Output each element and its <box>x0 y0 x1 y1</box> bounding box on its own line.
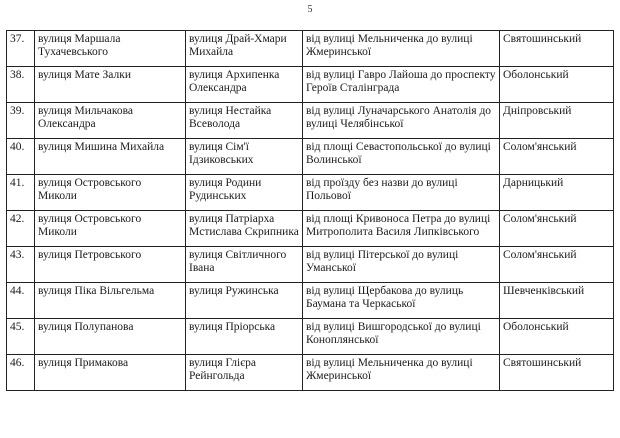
table-row <box>7 211 614 247</box>
street-section: від вулиці Гавро Лайоша до проспекту Героїв Сталінграда <box>303 67 500 103</box>
street-section: від вулиці Щербакова до вулиць Баумана та Черкаської <box>303 283 500 319</box>
new-street-name: вулиця Сім'ї Ідзиковських <box>186 139 303 175</box>
new-street-name: вулиця Патріарха Мстислава Скрипника <box>186 211 303 247</box>
row-number: 43. <box>7 247 35 283</box>
old-street-name: вулиця Островського Миколи <box>35 211 186 247</box>
district: Дніпровський <box>500 103 614 139</box>
old-street-name: вулиця Мишина Михайла <box>35 139 186 175</box>
table-row <box>7 283 614 319</box>
row-number: 40. <box>7 139 35 175</box>
street-section: від вулиці Мельниченка до вулиці Жмеринської <box>303 31 500 67</box>
new-street-name: вулиця Глієра Рейнгольда <box>186 355 303 391</box>
district: Оболонський <box>500 319 614 355</box>
district: Оболонський <box>500 67 614 103</box>
table-row <box>7 355 614 391</box>
table-row <box>7 103 614 139</box>
table-row <box>7 31 614 67</box>
district: Шевченківський <box>500 283 614 319</box>
table-row <box>7 139 614 175</box>
old-street-name: вулиця Мате Залки <box>35 67 186 103</box>
row-number: 37. <box>7 31 35 67</box>
district: Солом'янський <box>500 247 614 283</box>
new-street-name: вулиця Пріорська <box>186 319 303 355</box>
old-street-name: вулиця Полупанова <box>35 319 186 355</box>
new-street-name: вулиця Світличного Івана <box>186 247 303 283</box>
old-street-name: вулиця Островського Миколи <box>35 175 186 211</box>
new-street-name: вулиця Нестайка Всеволода <box>186 103 303 139</box>
table-row <box>7 247 614 283</box>
row-number: 41. <box>7 175 35 211</box>
street-section: від площі Кривоноса Петра до вулиці Митрополита Василя Липківського <box>303 211 500 247</box>
new-street-name: вулиця Драй-Хмари Михайла <box>186 31 303 67</box>
table-row <box>7 175 614 211</box>
row-number: 42. <box>7 211 35 247</box>
table-row <box>7 67 614 103</box>
street-renaming-table <box>6 30 614 391</box>
district: Святошинський <box>500 31 614 67</box>
row-number: 46. <box>7 355 35 391</box>
district: Солом'янський <box>500 211 614 247</box>
old-street-name: вулиця Піка Вільгельма <box>35 283 186 319</box>
old-street-name: вулиця Петровського <box>35 247 186 283</box>
district: Солом'янський <box>500 139 614 175</box>
street-section: від вулиці Мельниченка до вулиці Жмеринської <box>303 355 500 391</box>
old-street-name: вулиця Маршала Тухачевського <box>35 31 186 67</box>
row-number: 38. <box>7 67 35 103</box>
street-section: від площі Севастопольської до вулиці Волинської <box>303 139 500 175</box>
street-section: від вулиці Пітерської до вулиці Уманської <box>303 247 500 283</box>
district: Дарницький <box>500 175 614 211</box>
row-number: 39. <box>7 103 35 139</box>
new-street-name: вулиця Архипенка Олександра <box>186 67 303 103</box>
table-row <box>7 319 614 355</box>
page-number: 5 <box>307 4 313 15</box>
old-street-name: вулиця Примакова <box>35 355 186 391</box>
street-section: від вулиці Луначарського Анатолія до вулиці Челябінської <box>303 103 500 139</box>
new-street-name: вулиця Ружинська <box>186 283 303 319</box>
row-number: 45. <box>7 319 35 355</box>
street-section: від вулиці Вишгородської до вулиці Коноплянської <box>303 319 500 355</box>
district: Святошинський <box>500 355 614 391</box>
row-number: 44. <box>7 283 35 319</box>
old-street-name: вулиця Мильчакова Олександра <box>35 103 186 139</box>
street-section: від проїзду без назви до вулиці Польової <box>303 175 500 211</box>
new-street-name: вулиця Родини Рудинських <box>186 175 303 211</box>
